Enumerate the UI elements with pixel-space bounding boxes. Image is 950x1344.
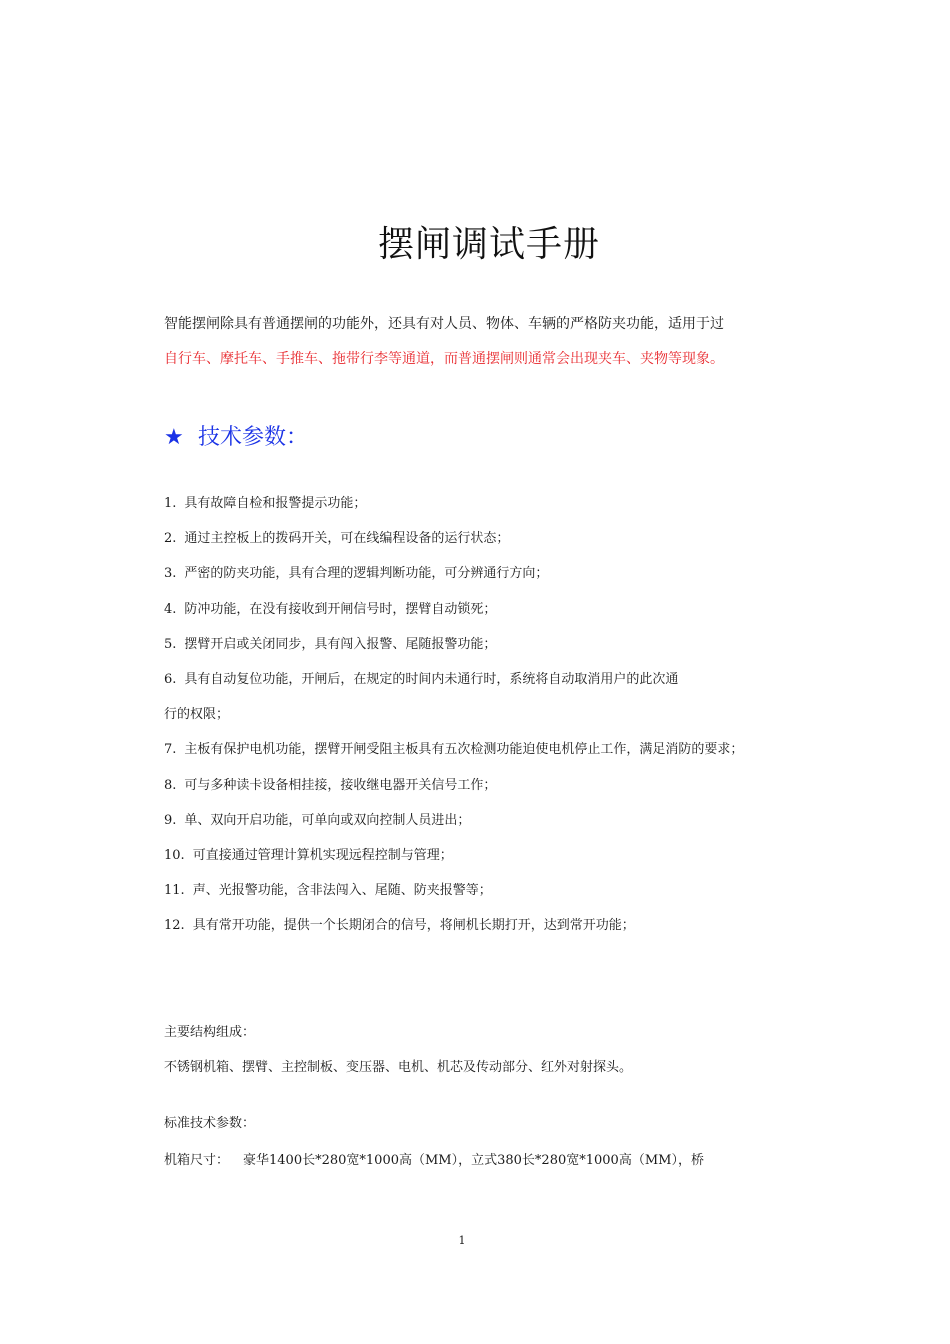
list-item-text: 单、双向开启功能，可单向或双向控制人员进出；	[184, 812, 471, 828]
page-number: 1	[458, 1234, 466, 1247]
list-item	[164, 627, 743, 662]
list-item	[164, 556, 743, 591]
feature-list	[164, 486, 743, 943]
list-item	[164, 908, 743, 943]
cabinet-size-label: 机箱尺寸：	[164, 1153, 230, 1168]
list-item	[164, 592, 743, 627]
list-item-text: 主板有保护电机功能，摆臂开闸受阻主板具有五次检测功能迫使电机停止工作，满足消防的要求；	[184, 742, 744, 758]
list-item	[164, 838, 743, 873]
cabinet-size-value: 豪华1400长*280宽*1000高（MM），立式380长*280宽*1000高（MM），桥	[243, 1153, 704, 1168]
list-item-number: 4.	[164, 601, 177, 617]
list-item-text: 声、光报警功能，含非法闯入、尾随、防夹报警等；	[192, 883, 492, 899]
list-item-text: 可直接通过管理计算机实现远程控制与管理；	[192, 847, 453, 863]
tech-params-heading-text: 技术参数：	[198, 425, 309, 450]
list-item	[164, 732, 743, 767]
list-item-number: 7.	[164, 742, 177, 758]
list-item-text: 通过主控板上的拨码开关，可在线编程设备的运行状态；	[184, 531, 510, 547]
standard-params-heading: 标准技术参数：	[164, 1116, 256, 1131]
list-item-text: 摆臂开启或关闭同步，具有闯入报警、尾随报警功能；	[184, 636, 497, 652]
list-item-number: 9.	[164, 812, 177, 828]
list-item-number: 11.	[164, 883, 185, 899]
list-item	[164, 486, 743, 521]
cabinet-size-line	[164, 1149, 704, 1168]
structure-body: 不锈钢机箱、摆臂、主控制板、变压器、电机、机芯及传动部分、红外对射探头。	[164, 1060, 633, 1075]
list-item-text: 具有故障自检和报警提示功能；	[184, 496, 367, 511]
list-item-text: 行的权限；	[164, 707, 230, 723]
list-item-text: 严密的防夹功能，具有合理的逻辑判断功能，可分辨通行方向；	[184, 566, 549, 582]
list-item-number: 8.	[164, 777, 177, 793]
document-title: 摆闸调试手册	[377, 224, 600, 265]
tech-params-heading	[164, 420, 308, 451]
list-item	[164, 521, 743, 556]
list-item	[164, 662, 743, 697]
list-item-number: 12.	[164, 918, 185, 934]
list-item-number: 2.	[164, 531, 177, 547]
list-item-continuation	[164, 697, 743, 732]
list-item-number: 6.	[164, 671, 177, 687]
list-item-number: 10.	[164, 847, 185, 863]
list-item	[164, 873, 743, 908]
list-item-number: 1.	[164, 496, 177, 511]
list-item-text: 防冲功能，在没有接收到开闸信号时，摆臂自动锁死；	[184, 601, 497, 617]
intro-paragraph-line-2-highlighted: 自行车、摩托车、手推车、拖带行李等通道，而普通摆闸则通常会出现夹车、夹物等现象。	[164, 351, 724, 367]
list-item-number: 5.	[164, 636, 177, 652]
list-item	[164, 803, 743, 838]
list-item	[164, 768, 743, 803]
list-item-text: 具有自动复位功能，开闸后，在规定的时间内未通行时，系统将自动取消用户的此次通	[184, 671, 679, 687]
list-item-text: 可与多种读卡设备相挂接，接收继电器开关信号工作；	[184, 777, 497, 793]
list-item-text: 具有常开功能，提供一个长期闭合的信号，将闸机长期打开，达到常开功能；	[192, 918, 635, 934]
intro-paragraph-line-1: 智能摆闸除具有普通摆闸的功能外，还具有对人员、物体、车辆的严格防夹功能，适用于过	[164, 316, 724, 332]
list-item-number: 3.	[164, 566, 177, 582]
structure-heading: 主要结构组成：	[164, 1025, 256, 1040]
star-icon: ★	[164, 425, 184, 450]
